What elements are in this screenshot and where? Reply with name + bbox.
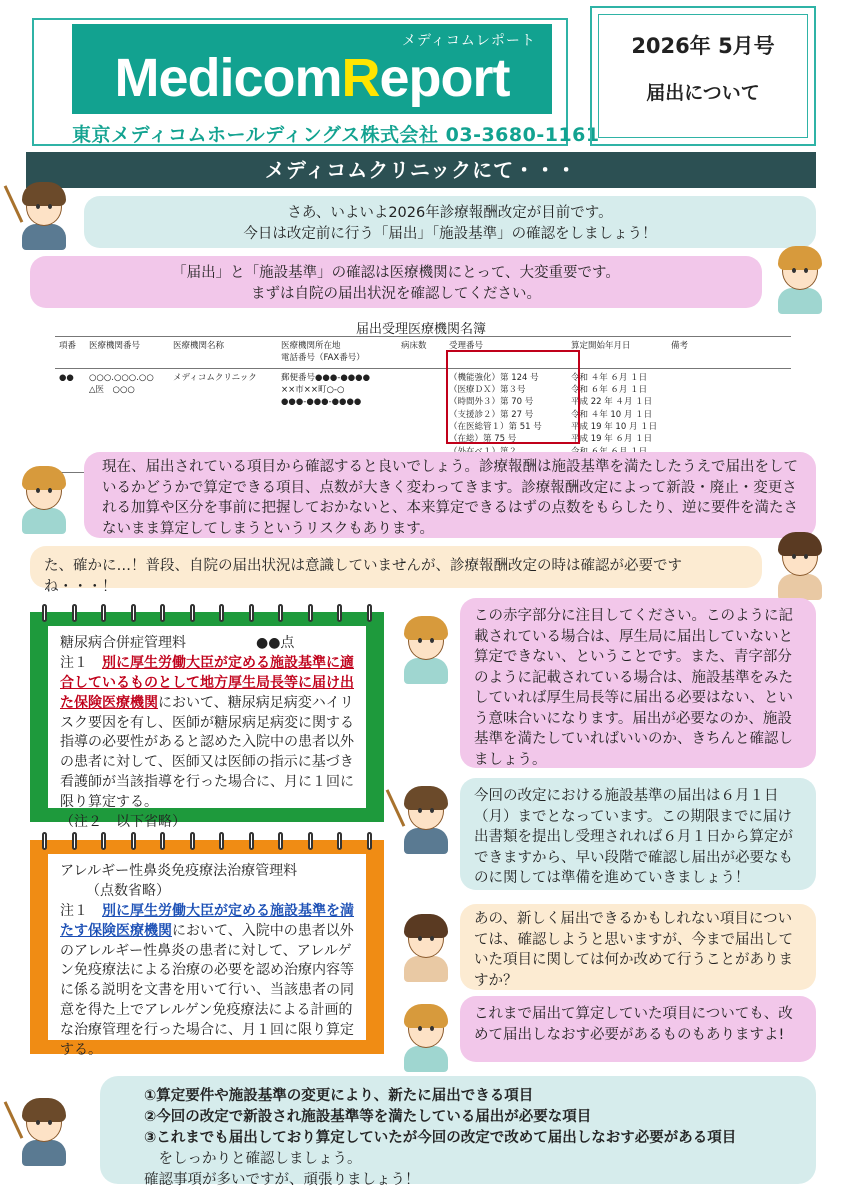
- logo-title-r: R: [341, 48, 380, 108]
- summary-line: をしっかりと確認しましょう。: [144, 1150, 362, 1167]
- receipt-number: （在医総管１）第 51 号: [449, 421, 542, 432]
- speech-bubble-reaction: た、確かに…！普段、自院の届出状況は意識していませんが、診療報酬改定の時は確認が必要ですね・・・！: [30, 546, 762, 588]
- issue-topic: 届出について: [646, 82, 760, 104]
- note-lead: 注１: [60, 654, 102, 671]
- logo-title: [72, 50, 552, 106]
- section-banner: メディコムクリニックにて・・・: [26, 152, 816, 188]
- start-date: 平成 22 年 ４月 １日: [571, 397, 653, 408]
- logo-title-part-a: Medicom: [114, 48, 342, 108]
- speech-bubble-intro: [84, 196, 816, 248]
- note-allergy: [30, 840, 384, 1058]
- summary-box: [100, 1076, 816, 1188]
- receipt-highlight-box: [446, 350, 580, 444]
- note-lead: 注１: [60, 902, 102, 919]
- receipt-number: （在総）第 75 号: [449, 434, 517, 445]
- speech-bubble-explanation: 現在、届出されている項目から確認すると良いでしょう。診療報酬は施設基準を満たしたうえで届出をしているかどうかで算定できる項目、点数が大きく変わってきます。診療報酬改定によって新設・廃止・変更される加算や区分を事前に把握しておかないと、本来算定できるはずの点数をもらしたり、逆に要件を満たさないまま算定してしまうというリスクもあります。: [84, 452, 816, 538]
- staff-icon: [394, 912, 458, 982]
- note-rings: [30, 832, 384, 850]
- note-subtitle: （点数省略）: [86, 882, 170, 899]
- doctor-with-pointer-icon: [394, 784, 458, 854]
- doctor-with-pointer-icon: [12, 180, 76, 250]
- col-header: 病床数: [397, 337, 445, 369]
- speech-bubble-question: あの、新しく届出できるかもしれない項目については、確認しようと思いますが、今まで届出していた項目に関しては何か改めて行うことがありますか？: [460, 904, 816, 990]
- logo-title-part-b: eport: [379, 48, 510, 108]
- nurse-icon: [394, 1002, 458, 1072]
- note-diabetes: [30, 612, 384, 830]
- start-date: 平成 19 年 ６月 １日: [571, 434, 653, 445]
- note-text: [60, 654, 354, 813]
- bubble-line: まずは自院の届出状況を確認してください。: [251, 285, 541, 302]
- start-date: 令和 ４年 10 月 １日: [571, 409, 653, 420]
- bubble-line: さあ、いよいよ2026年診療報酬改定が目前です。: [287, 205, 613, 221]
- receipt-number: （医療ＤＸ）第３号: [449, 384, 526, 395]
- note-tail: （注２ 以下省略）: [60, 813, 186, 830]
- col-header: 算定開始年月日: [567, 337, 667, 369]
- col-header: 項番: [55, 337, 85, 369]
- bubble-line: 今日は改定前に行う「届出」「施設基準」の確認をしましょう！: [243, 225, 657, 242]
- speech-bubble-red-blue: この赤字部分に注目してください。このように記載されている場合は、厚生局に届出していないと算定できない、ということです。また、青字部分のように記載されている場合は、施設基準をみたしていれば厚生局長等に届出る必要はない、という意味合いになります。届出が必要なのか、施設基準を満たしていればいいのか、きちんと確認しましょう。: [460, 598, 816, 768]
- receipt-number: （時間外３）第 70 号: [449, 397, 534, 408]
- col-header: 医療機関番号: [85, 337, 169, 369]
- company-name: 東京メディコムホールディングス株式会社 03-3680-1161: [72, 124, 600, 146]
- issue-date: 2026年 5月号: [631, 34, 775, 58]
- table-title: 届出受理医療機関名簿: [355, 322, 486, 337]
- doctor-with-pointer-icon: [12, 1096, 76, 1166]
- receipt-number: （支援診２）第 27 号: [449, 409, 534, 420]
- nurse-icon: [768, 244, 832, 314]
- col-header: 受理番号: [445, 337, 567, 369]
- bubble-line: 「届出」と「施設基準」の確認は医療機関にとって、大変重要です。: [172, 265, 620, 281]
- col-header: 医療機関所在地 電話番号（FAX番号）: [277, 337, 397, 369]
- note-body: において、入院中の患者以外のアレルギー性鼻炎の患者に対して、アレルゲン免疫療法による治療の必要を認め治療内容等に係る説明を文書を用いて行い、当該患者の同意を得た上でアレルゲン免疫療法による計画的な治療管理を行った場合に、月１回に限り算定する。: [60, 922, 354, 1058]
- speech-bubble-deadline: 今回の改定における施設基準の届出は６月１日（月）までとなっています。この期限までに届け出書類を提出し受理されれば６月１日から算定ができますから、早い段階で確認し届出が必要なものに関しては準備を進めていきましょう！: [460, 778, 816, 890]
- note-title: 糖尿病合併症管理料 ●●点: [60, 635, 295, 651]
- note-text: [60, 902, 354, 1061]
- logo-subtitle: メディコムレポート: [402, 33, 536, 49]
- receipt-number: （機能強化）第 124 号: [449, 372, 539, 383]
- summary-closing: 確認事項が多いですが、頑張りましょう！: [144, 1171, 420, 1188]
- logo: [72, 24, 552, 114]
- nurse-icon: [394, 614, 458, 684]
- summary-item: ②今回の改定で新設され施設基準等を満たしている届出が必要な項目: [144, 1108, 592, 1125]
- note-body: において、糖尿病足病変ハイリスク要因を有し、医師が糖尿病足病変に関する指導の必要性があると認めた入院中の患者以外の患者に対して、医師又は医師の指示に基づき看護師が当該指導を行った場合に、月に１回に限り算定する。: [60, 694, 354, 810]
- start-date: 令和 ４年 ６月 １日: [571, 372, 648, 383]
- note-blue-text: 別に厚生労働大臣が定める施設基準を満たす保険医療機関: [60, 902, 354, 939]
- cell-address: 郵便番号●●●-●●●● ××市××町○-○ ●●●-●●●-●●●●: [277, 368, 397, 472]
- cell-code: ○○○.○○○.○○ △医 ○○○: [85, 368, 169, 472]
- speech-bubble-importance: [30, 256, 762, 308]
- nurse-icon: [12, 464, 76, 534]
- summary-item: ③これまでも届出しており算定していたが今回の改定で改めて届出しなおす必要がある項目: [144, 1129, 737, 1146]
- cell-no: ●●: [55, 368, 85, 472]
- col-header: 備考: [667, 337, 791, 369]
- start-date: 令和 ６年 ６月 １日: [571, 384, 648, 395]
- summary-item: ①算定要件や施設基準の変更により、新たに届出できる項目: [144, 1088, 534, 1104]
- start-date: 平成 19 年 10 月 １日: [571, 421, 658, 432]
- cell-name: メディコムクリニック: [169, 368, 277, 472]
- staff-worried-icon: [768, 530, 832, 600]
- note-red-text: 別に厚生労働大臣が定める施設基準に適合しているものとして地方厚生局長等に届け出た保険医療機関: [60, 654, 354, 711]
- note-title: アレルギー性鼻炎免疫療法治療管理料: [60, 863, 298, 879]
- note-rings: [30, 604, 384, 622]
- col-header: 医療機関名称: [169, 337, 277, 369]
- speech-bubble-answer: これまで届出て算定していた項目についても、改めて届出しなおす必要があるものもありますよ!: [460, 996, 816, 1062]
